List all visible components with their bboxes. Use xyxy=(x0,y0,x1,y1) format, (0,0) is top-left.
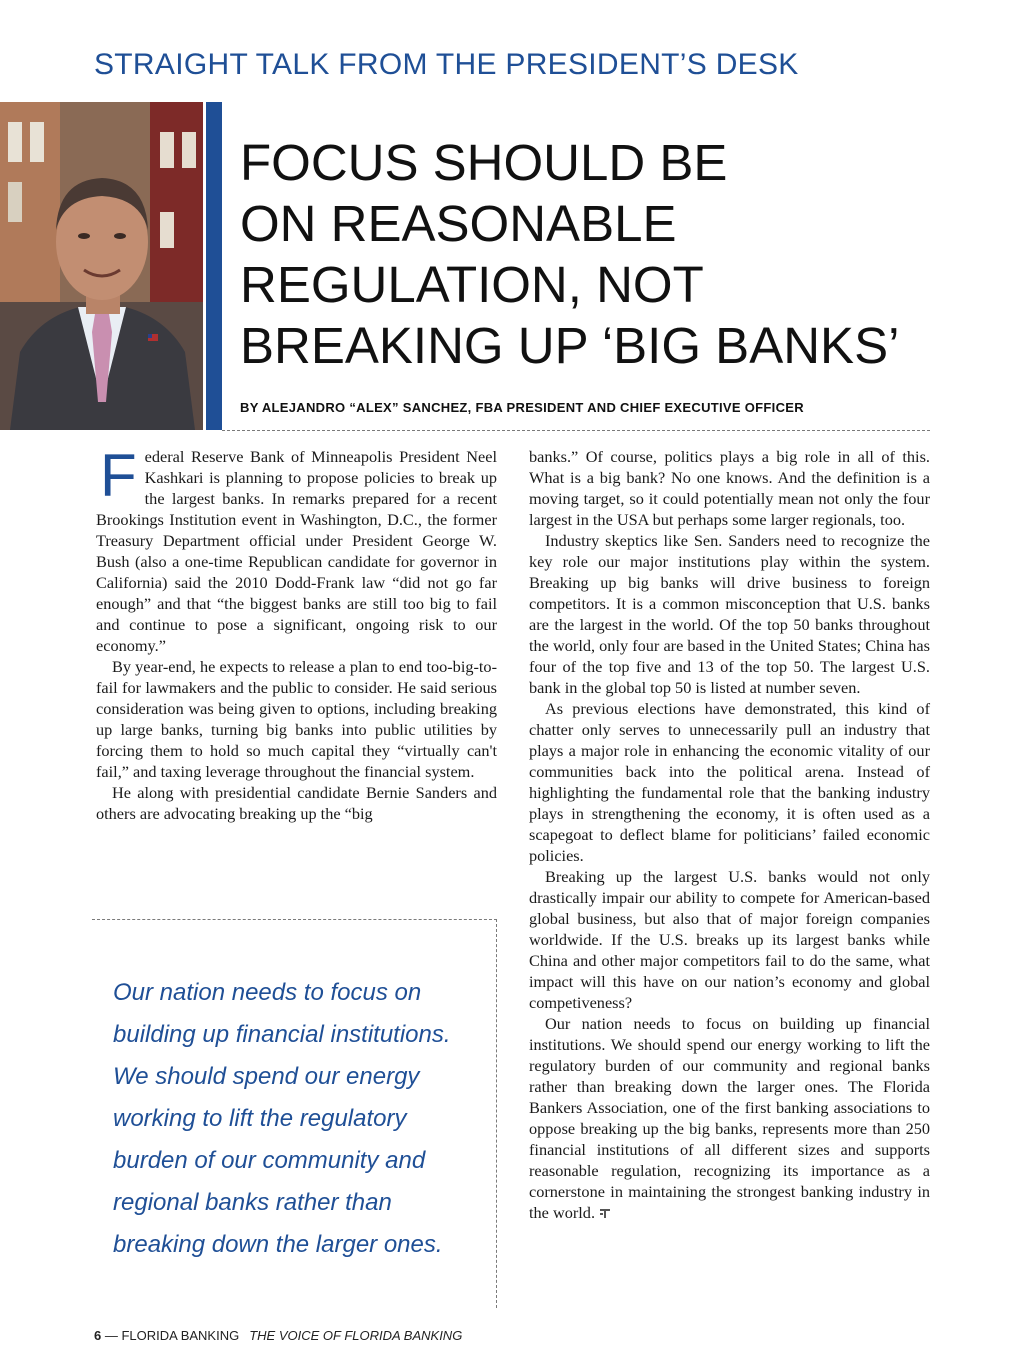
pull-quote xyxy=(113,972,493,1266)
fba-logo-icon xyxy=(599,1208,611,1219)
pull-quote-line: working to lift the regulatory xyxy=(113,1105,407,1132)
headline-line: REGULATION, NOT xyxy=(240,256,704,313)
pull-quote-line: Our nation needs to focus on xyxy=(113,979,422,1006)
publication-name: FLORIDA BANKING xyxy=(121,1328,240,1343)
headline-line: BREAKING UP ‘BIG BANKS’ xyxy=(240,317,900,374)
headline-line: ON REASONABLE xyxy=(240,195,677,252)
article-paragraph: He along with presidential candidate Bernie Sanders and others are advocating breaking up the “big xyxy=(96,783,497,823)
article-paragraph xyxy=(96,442,497,656)
pull-quote-line: We should spend our energy xyxy=(113,1063,420,1090)
headline xyxy=(240,132,1000,376)
drop-cap: F xyxy=(100,442,137,509)
pull-quote-line: breaking down the larger ones. xyxy=(113,1231,443,1258)
divider-rule xyxy=(222,430,930,431)
article-paragraph: Industry skeptics like Sen. Sanders need to recognize the key role our major institutions play within the system. Breaking up big banks will drive business to foreign competitors. It is a common misconception that U.S. banks are the largest in the world. Of the top 50 banks throughout the world, only four are based in the United States; China has four of the top five and 13 of the top 50. The largest U.S. bank in the global top 50 is listed at number seven. xyxy=(529,531,930,697)
footer-separator: — xyxy=(101,1328,122,1343)
article-paragraph: Breaking up the largest U.S. banks would not only drastically impair our ability to compete for American-based global business, but also that of major foreign companies worldwide. If the U.S. breaks up its largest banks while China and other major competitors fail to do the same, what impact will this have on our nation’s economy and global competiveness? xyxy=(529,867,930,1012)
publication-tagline: THE VOICE OF FLORIDA BANKING xyxy=(249,1328,463,1343)
article-paragraph: As previous elections have demonstrated, this kind of chatter only serves to unnecessarily pull an industry that plays a major role in enhancing the economic vitality of our communities back into the political arena. Instead of highlighting the fundamental role that the banking industry plays in strengthening the economy, it is often used as a scapegoat to deflect blame for politicians’ failed economic policies. xyxy=(529,699,930,865)
page-footer xyxy=(94,1328,462,1343)
headline-line: FOCUS SHOULD BE xyxy=(240,134,728,191)
article-paragraph xyxy=(529,1013,930,1223)
byline: BY ALEJANDRO “ALEX” SANCHEZ, FBA PRESIDENT AND CHIEF EXECUTIVE OFFICER xyxy=(240,400,804,415)
article-paragraph: By year-end, he expects to release a plan to end too-big-to-fail for lawmakers and the public to consider. He said serious consideration was being given to options, including breaking up large banks, turning big banks into public utilities by forcing them to hold so much capital they “virtually can't fail,” and taxing leverage throughout the financial system. xyxy=(96,657,497,781)
pull-quote-line: burden of our community and xyxy=(113,1147,426,1174)
article-column-right xyxy=(529,446,930,1223)
author-photo xyxy=(0,102,203,430)
paragraph-text: ederal Reserve Bank of Minneapolis President Neel Kashkari is planning to propose policies to break up the largest banks. In remarks prepared for a recent Brookings Institution event in Washington, D.C., the former Treasury Department official under President George W. Bush (also a one-time Republican candidate for governor in California) said the 2010 Dodd-Frank law “did not go far enough” and that “the biggest banks are still too big to fail and continue to pose a significant, ongoing risk to our economy.” xyxy=(96,447,497,655)
page-number: 6 xyxy=(94,1328,102,1343)
paragraph-text: Our nation needs to focus on building up financial institutions. We should spend our energy working to lift the regulatory burden of our community and regional banks rather than breaking down the larger ones. The Florida Bankers Association, one of the first banking associations to oppose breaking up the big banks, represents more than 250 financial institutions of all different sizes and supports reasonable regulation, recognizing its importance as a cornerstone in maintaining the strongest banking industry in the world. xyxy=(529,1014,930,1222)
section-kicker: STRAIGHT TALK FROM THE PRESIDENT’S DESK xyxy=(94,48,799,81)
pull-quote-line: building up financial institutions. xyxy=(113,1021,451,1048)
article-paragraph: banks.” Of course, politics plays a big role in all of this. What is a big bank? No one knows. And the definition is a moving target, so it could potentially mean not only the four largest in the USA but perhaps some larger regionals, too. xyxy=(529,447,930,529)
pull-quote-line: regional banks rather than xyxy=(113,1189,392,1216)
accent-bar xyxy=(206,102,222,430)
article-column-left xyxy=(96,442,497,824)
